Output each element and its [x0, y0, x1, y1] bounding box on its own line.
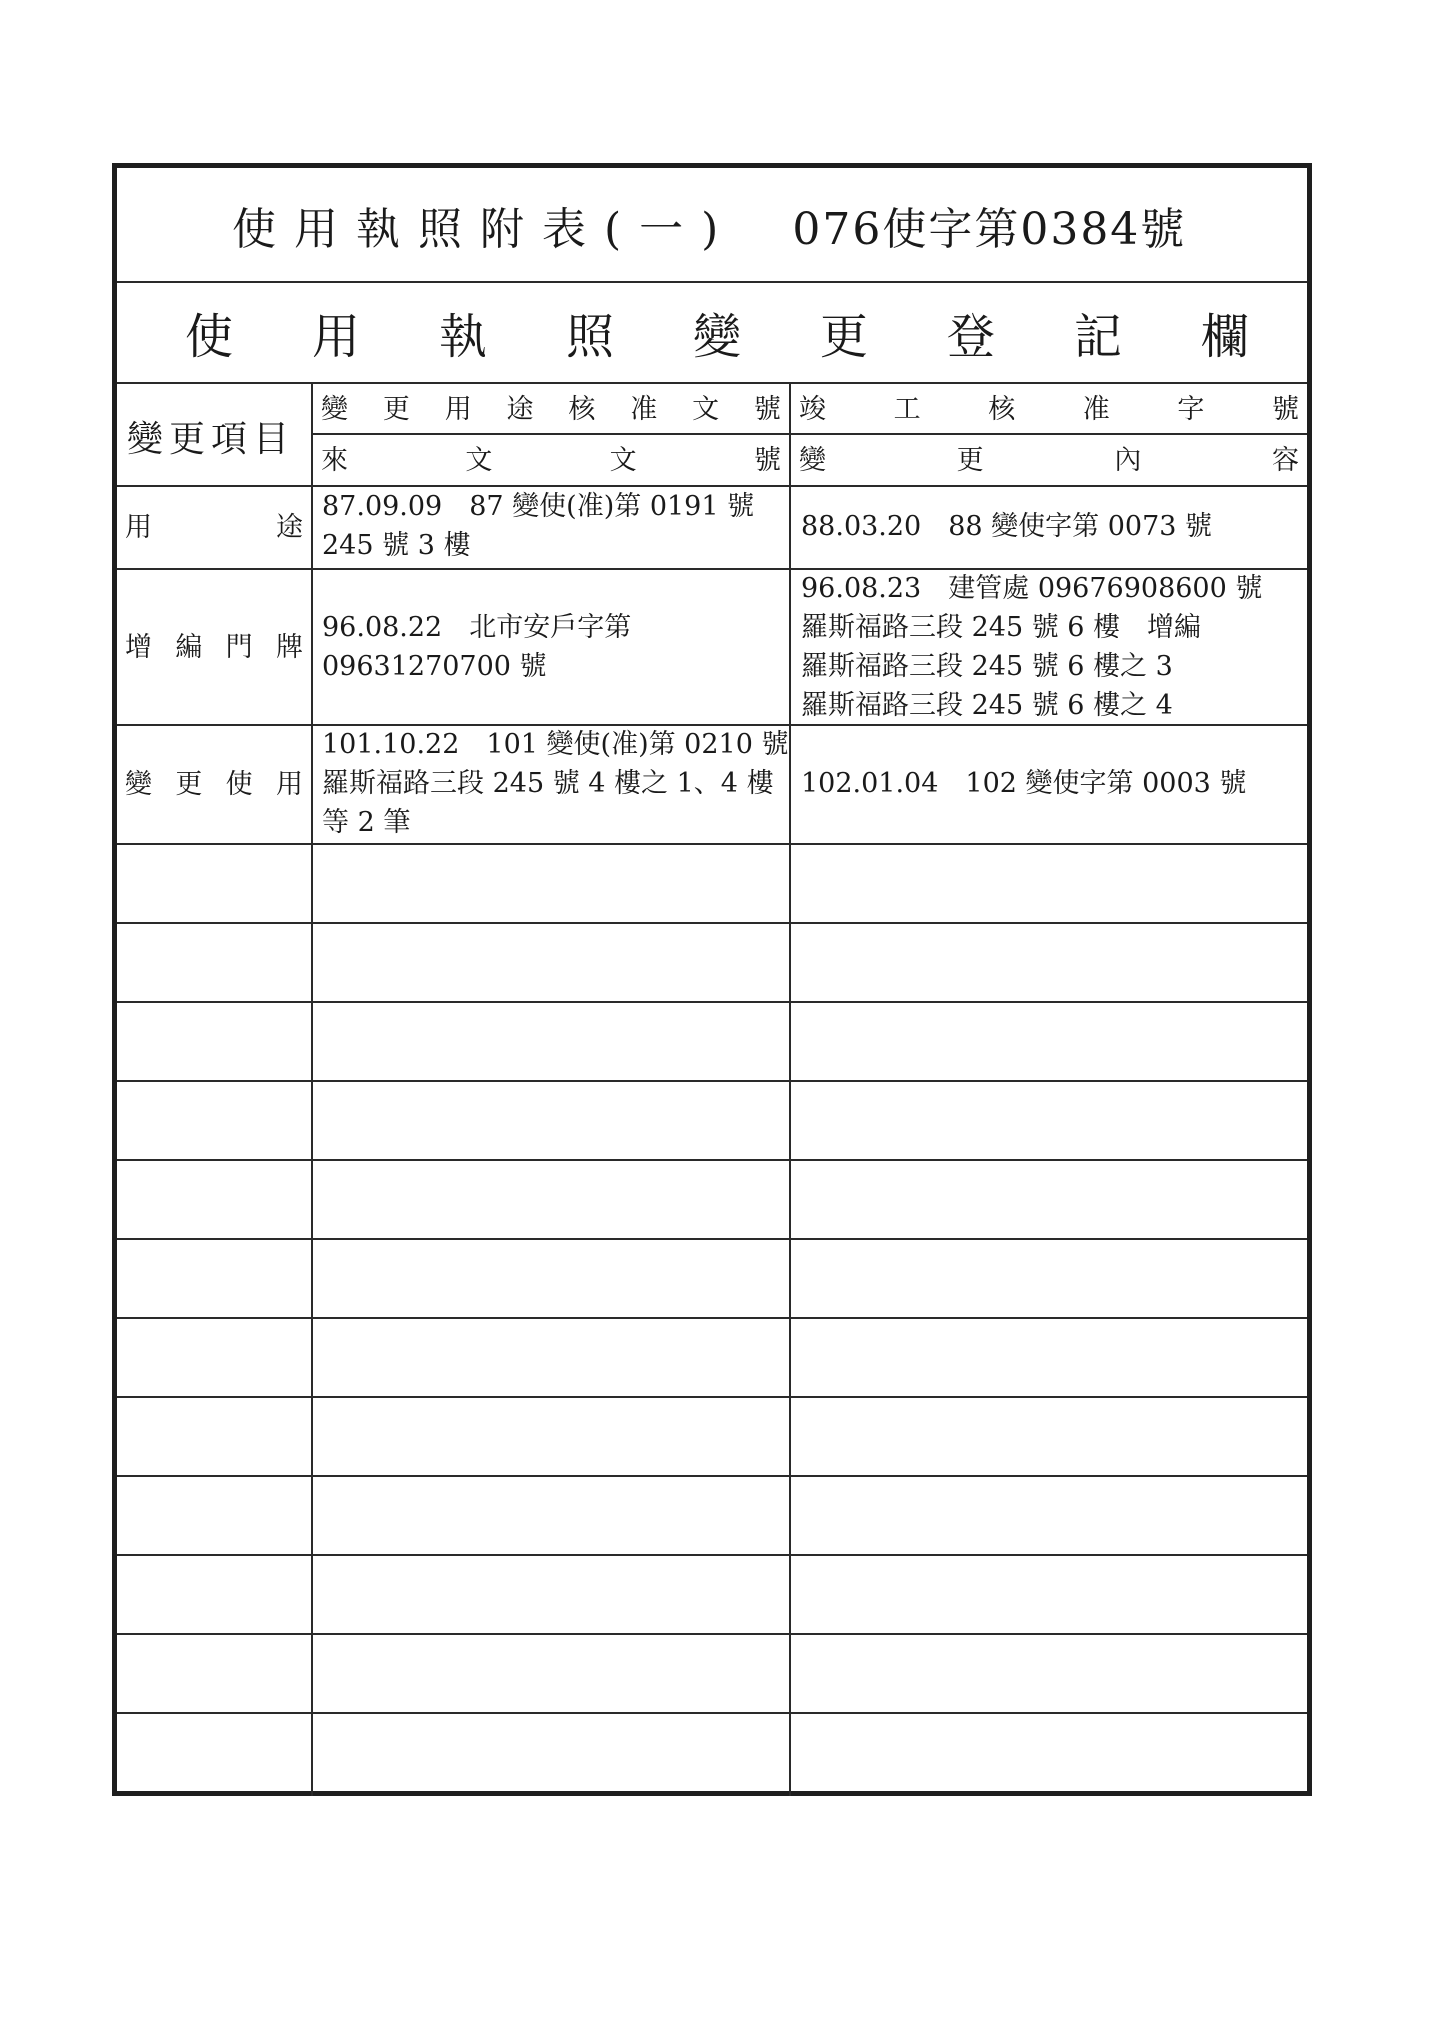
item-char: 途	[276, 512, 303, 543]
row-divider	[117, 843, 1307, 845]
header-char: 變	[799, 444, 826, 476]
row-change-use-right-line-1: 102.01.04 102 變使字第 0003 號	[801, 768, 1247, 799]
row-address-left-line-1: 96.08.22 北市安戶字第	[322, 612, 632, 643]
header-char: 准	[630, 394, 658, 425]
header-char: 工	[893, 394, 921, 425]
item-char: 變	[125, 769, 152, 800]
header-char: 准	[1082, 394, 1110, 425]
item-char: 用	[275, 769, 303, 800]
completion-no-header	[791, 386, 1307, 433]
row-divider	[117, 1001, 1307, 1003]
item-char: 增	[125, 631, 152, 663]
row-divider	[117, 1317, 1307, 1319]
header-char: 號	[753, 394, 781, 425]
license-appendix-form	[112, 163, 1312, 1796]
row-divider	[117, 1554, 1307, 1556]
header-char: 號	[753, 444, 781, 476]
header-char: 更	[956, 444, 984, 476]
column-divider	[789, 384, 791, 1796]
section-title-char: 更	[819, 309, 868, 365]
row-item-usage	[117, 487, 311, 568]
row-address-right-line-3: 羅斯福路三段 245 號 6 樓之 3	[801, 651, 1173, 682]
section-title-char: 欄	[1200, 309, 1249, 365]
row-address-right-line-2: 羅斯福路三段 245 號 6 樓 增編	[801, 612, 1202, 643]
form-title-name: 使用執照附表(一)	[232, 203, 737, 255]
header-char: 途	[506, 394, 534, 425]
header-char: 文	[465, 444, 493, 476]
row-divider	[117, 922, 1307, 924]
header-char: 文	[692, 394, 720, 425]
section-title	[117, 283, 1307, 384]
form-title	[117, 168, 1307, 283]
row-usage-left-line-2: 245 號 3 樓	[322, 530, 471, 561]
item-char: 牌	[275, 631, 303, 663]
row-item-new-address	[117, 570, 311, 724]
row-divider	[117, 1396, 1307, 1398]
item-char: 使	[225, 769, 253, 800]
header-char: 竣	[799, 394, 826, 425]
row-change-use-left-line-2: 羅斯福路三段 245 號 4 樓之 1、4 樓	[322, 768, 774, 799]
section-title-char: 使	[185, 309, 234, 365]
header-char: 更	[382, 394, 410, 425]
header-char: 變	[321, 394, 348, 425]
row-divider	[117, 1475, 1307, 1477]
section-title-char: 照	[565, 309, 614, 365]
row-usage-right-line-1: 88.03.20 88 變使字第 0073 號	[801, 511, 1213, 542]
row-address-right-line-4: 羅斯福路三段 245 號 6 樓之 4	[801, 690, 1173, 721]
header-char: 號	[1271, 394, 1299, 425]
header-char: 文	[609, 444, 637, 476]
section-title-char: 用	[311, 309, 360, 365]
row-divider	[117, 1712, 1307, 1714]
row-address-right-line-1: 96.08.23 建管處 09676908600 號	[801, 573, 1263, 604]
license-number: 076使字第0384號	[792, 203, 1187, 255]
section-title-char: 記	[1073, 309, 1122, 365]
row-divider	[117, 1633, 1307, 1635]
column-divider	[311, 384, 313, 1796]
row-address-left-line-2: 09631270700 號	[322, 651, 547, 682]
item-char: 門	[225, 631, 253, 663]
item-char: 更	[175, 769, 203, 800]
header-char: 字	[1177, 394, 1205, 425]
header-char: 用	[444, 394, 472, 425]
approval-doc-header	[313, 386, 789, 433]
item-char: 編	[175, 631, 203, 663]
header-char: 核	[988, 394, 1016, 425]
section-title-char: 變	[692, 309, 741, 365]
row-divider	[117, 1080, 1307, 1082]
change-item-header: 變更項目	[127, 419, 296, 460]
row-change-use-left-line-3: 等 2 筆	[322, 807, 411, 838]
section-title-char: 登	[946, 309, 995, 365]
header-char: 核	[568, 394, 596, 425]
item-char: 用	[125, 512, 152, 543]
row-divider	[117, 1159, 1307, 1161]
header-char: 內	[1114, 444, 1142, 476]
header-char: 容	[1271, 444, 1299, 476]
row-change-use-left-line-1: 101.10.22 101 變使(准)第 0210 號	[322, 729, 789, 760]
change-content-header	[791, 435, 1307, 485]
header-char: 來	[321, 444, 348, 476]
row-divider	[117, 1238, 1307, 1240]
row-usage-left-line-1: 87.09.09 87 變使(准)第 0191 號	[322, 491, 755, 522]
incoming-doc-header	[313, 435, 789, 485]
section-title-char: 執	[438, 309, 487, 365]
row-item-change-use	[117, 726, 311, 843]
